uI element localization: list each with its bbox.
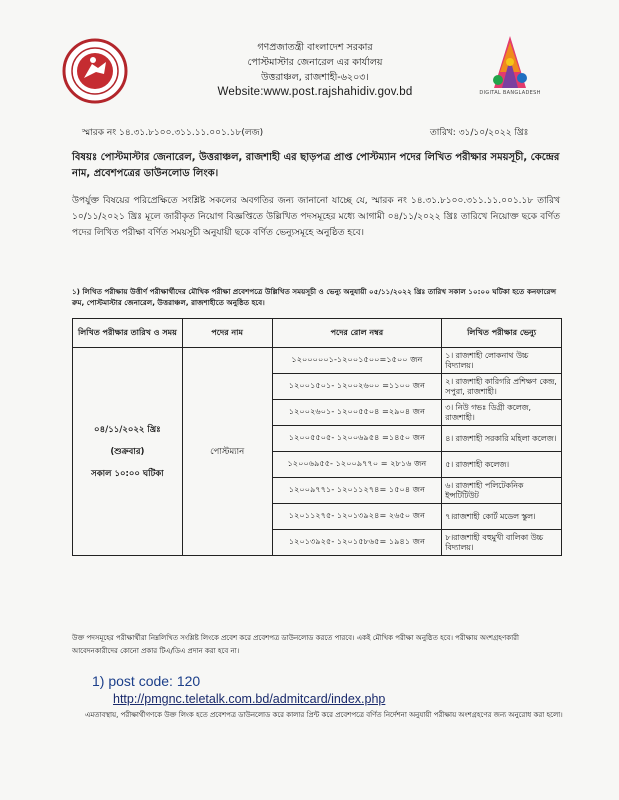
- venue: ৭।রাজশাহী কোর্ট মডেল স্কুল।: [442, 504, 562, 530]
- letterhead: [150, 40, 480, 100]
- admit-card-link[interactable]: http://pmgnc.teletalk.com.bd/admitcard/index.php: [113, 692, 386, 706]
- roll-range: ১২০১১২৭৫- ১২০১৩৯২৪= ২৬৫০ জন: [272, 504, 442, 530]
- exam-time: সকাল ১০:০০ ঘটিকা: [91, 468, 164, 479]
- digital-bangladesh-caption: DIGITAL BANGLADESH: [479, 90, 541, 96]
- venue: ৫। রাজশাহী কলেজ।: [442, 452, 562, 478]
- website: Website:www.post.rajshahidiv.gov.bd: [217, 86, 413, 98]
- digital-bangladesh-logo: [472, 32, 548, 96]
- govt-name: গণপ্রজাতন্ত্রী বাংলাদেশ সরকার: [257, 42, 373, 53]
- body-paragraph: উপর্যুক্ত বিষয়ের পরিপ্রেক্ষিতে সংশ্লিষ্ট সকলের অবগতির জন্য জানানো যাচ্ছে যে, স্মারক নং ১৪.৩১.৮১০০.৩১১.১১.০০১.১৮ তারিখ ১০/১১/২০২১ খ্রিঃ মূলে জারীকৃত নিয়োগ বিজ্ঞপ্তিতে উল্লিখিত পদসমূহের মধ্যে আগামী ০৪/১১/২০২২ খ্রিঃ তারিখে নিয়োক্ত ছকে বর্ণিত পদের লিখিত পরীক্ষা বর্ণিত সময়সূচী অনুযায়ী ছকে বর্ণিত ভেন্যুসমূহে অনুষ্ঠিত হবে।: [72, 196, 560, 238]
- office-address: উত্তরাঞ্চল, রাজশাহী-৬২০৩।: [261, 72, 369, 83]
- admit-card-note: উক্ত পদসমূহের পরীক্ষার্থীরা নিম্নলিখিত সংশ্লিষ্ট লিংকে প্রবেশ করে প্রবেশপত্র ডাউনলোড করতে পারবে। একই মৌখিক পরীক্ষা অনুষ্ঠিত হবে। পরীক্ষায় অংশগ্রহণকারী আবেদনকারীদের কোনো প্রকার টিএ/ডিএ প্রদান করা হবে না।: [72, 634, 519, 655]
- header-venue: লিখিত পরীক্ষার ভেন্যু: [442, 319, 562, 348]
- exam-date-cell: [73, 348, 183, 556]
- subject-line: বিষয়ঃ পোস্টমাস্টার জেনারেল, উত্তরাঞ্চল, রাজশাহী এর ছাড়পত্র প্রাপ্ত পোস্টম্যান পদের লিখিত পরীক্ষার সময়সূচী, কেন্দ্রের নাম, প্রবেশপত্রের ডাউনলোড লিংক।: [72, 152, 560, 179]
- exam-day: (শুক্রবার): [110, 446, 145, 457]
- table-row: [73, 348, 562, 374]
- viva-note: ১) লিখিত পরীক্ষায় উত্তীর্ণ পরীক্ষার্থীদের মৌখিক পরীক্ষা প্রবেশপত্রে উল্লিখিত সময়সূচী ও ভেন্যু অনুযায়ী ০৫/১১/২০২২ খ্রিঃ তারিখ সকাল ১০:০০ ঘটিকা হতে কনফারেন্স রুম, পোস্টমাস্টার জেনারেল, উত্তরাঞ্চল, রাজশাহীতে অনুষ্ঠিত হবে।: [72, 287, 557, 307]
- post-name-cell: পোস্টম্যান: [182, 348, 272, 556]
- venue: ৩। নিউ গভঃ ডিগ্রী কলেজ, রাজশাহী।: [442, 400, 562, 426]
- office-name: পোস্টমাস্টার জেনারেল এর কার্যালয়: [247, 57, 383, 68]
- roll-range: ১২০০১৫০১- ১২০০২৬০০ =১১০০ জন: [272, 374, 442, 400]
- post-department-logo: [62, 38, 128, 104]
- venue: ৮।রাজশাহী বহুমুখী বালিকা উচ্চ বিদ্যালয়।: [442, 530, 562, 556]
- venue: ৪। রাজশাহী সরকারি মহিলা কলেজ।: [442, 426, 562, 452]
- closing-note: এমতাবস্থায়, পরীক্ষার্থীগণকে উক্ত লিংক হতে প্রবেশপত্র ডাউনলোড করে কালার প্রিন্ট করে প্রবেশপত্রে বর্ণিত নির্দেশনা অনুযায়ী পরীক্ষায় অংশগ্রহণের জন্য অনুরোধ করা হলো।: [85, 711, 563, 719]
- roll-range: ১২০১৩৯২৫- ১২০১৫৮৬৫= ১৯৪১ জন: [272, 530, 442, 556]
- post-code: 1) post code: 120: [92, 673, 201, 689]
- header-date-time: লিখিত পরীক্ষার তারিখ ও সময়: [73, 319, 183, 348]
- memo-number: স্মারক নং ১৪.৩১.৮১০০.৩১১.১১.০০১.১৮(লজ): [82, 128, 264, 138]
- exam-schedule-table: [72, 318, 562, 556]
- exam-date: ০৪/১১/২০২২ খ্রিঃ: [94, 424, 161, 435]
- memo-date: তারিখ: ৩১/১০/২০২২ খ্রিঃ: [430, 128, 529, 138]
- venue: ১। রাজশাহী লোকনাথ উচ্চ বিদ্যালয়।: [442, 348, 562, 374]
- table-header-row: [73, 319, 562, 348]
- venue: ২। রাজশাহী কারিগরি প্রশিক্ষণ কেন্দ্র, সপুরা, রাজশাহী।: [442, 374, 562, 400]
- roll-range: ১২০০৫৫০৫- ১২০০৬৯৫৪ =১৪৫০ জন: [272, 426, 442, 452]
- roll-range: ১২০০৬৯৫৫- ১২০০৯৭৭০ = ২৮১৬ জন: [272, 452, 442, 478]
- roll-range: ১২০০২৬০১- ১২০০৫৫০৪ =২৯০৪ জন: [272, 400, 442, 426]
- roll-range: ১২০০০০০১-১২০০১৫০০=১৫০০ জন: [272, 348, 442, 374]
- venue: ৬। রাজশাহী পলিটেকনিক ইন্সটিটিউট: [442, 478, 562, 504]
- header-roll-number: পদের রোল নম্বর: [272, 319, 442, 348]
- roll-range: ১২০০৯৭৭১- ১২০১১২৭৪= ১৫০৪ জন: [272, 478, 442, 504]
- header-post-name: পদের নাম: [182, 319, 272, 348]
